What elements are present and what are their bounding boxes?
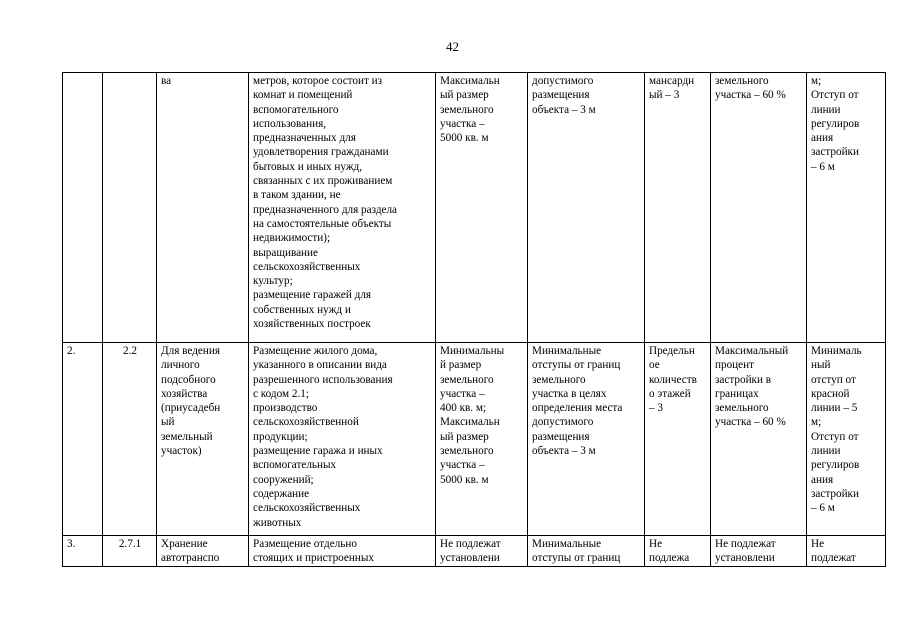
cell-line: стоящих и пристроенных: [253, 552, 374, 565]
cell-line: содержание: [253, 487, 310, 500]
cell-line: м;: [811, 75, 822, 87]
cell-line: Минимальны: [440, 345, 505, 357]
cell-line: подлежа: [649, 552, 690, 565]
cell-line: м;: [811, 416, 822, 429]
cell-line: Минимальные: [532, 345, 602, 357]
line-setback-cell: [807, 73, 886, 343]
cell-line: допустимого: [532, 416, 594, 429]
cell-line: удовлетворения гражданами: [253, 146, 389, 159]
cell-line: 400 кв. м;: [440, 402, 487, 415]
cell-line: продукции;: [253, 430, 308, 443]
cell-line: земельного: [440, 373, 494, 386]
cell-line: Не подлежат: [715, 538, 776, 550]
cell-line: о этажей: [649, 387, 691, 400]
cell-line: участка –: [440, 387, 485, 400]
cell-line: границах: [715, 387, 759, 400]
description-cell: [249, 536, 436, 567]
cell-line: предназначенного для раздела: [253, 203, 398, 216]
cell-line: отступы от границ: [532, 359, 621, 372]
page-number: 42: [446, 39, 459, 54]
cell-line: процент: [715, 359, 755, 372]
cell-line: с кодом 2.1;: [253, 387, 309, 400]
cell-line: 2.: [67, 345, 76, 357]
cell-line: комнат и помещений: [253, 89, 353, 102]
cell-line: участка – 60 %: [715, 416, 786, 429]
cell-line: – 6 м: [811, 502, 835, 515]
cell-line: мансардн: [649, 75, 695, 87]
coverage-cell: [711, 343, 807, 536]
cell-line: использования,: [253, 117, 327, 130]
cell-line: ва: [161, 75, 172, 87]
cell-line: участка –: [440, 117, 485, 130]
cell-line: предназначенных для: [253, 132, 356, 145]
cell-line: Максимальн: [440, 416, 500, 429]
cell-line: размещение гаража и иных: [253, 445, 383, 458]
line-setback-cell: [807, 343, 886, 536]
cell-line: застройки: [811, 146, 859, 159]
cell-line: установлени: [715, 552, 775, 565]
plot-size-cell: [436, 343, 528, 536]
cell-line: линии: [811, 445, 841, 458]
cell-line: допустимого: [532, 75, 594, 87]
cell-line: земельного: [532, 373, 586, 386]
cell-line: Максимальный: [715, 345, 789, 357]
cell-line: ый – 3: [649, 89, 680, 102]
cell-line: Минималь: [811, 345, 862, 357]
cell-line: 5000 кв. м: [440, 132, 489, 145]
cell-line: указанного в описании вида: [253, 359, 387, 372]
cell-line: земельного: [440, 103, 494, 116]
plot-size-cell: [436, 536, 528, 567]
cell-line: 2.7.1: [118, 538, 142, 550]
code-cell: [103, 343, 157, 536]
cell-line: Размещение отдельно: [253, 538, 357, 550]
cell-line: хозяйства: [161, 387, 208, 400]
cell-line: участка –: [440, 459, 485, 472]
cell-line: Отступ от: [811, 89, 859, 102]
cell-line: бытовых и иных нужд,: [253, 160, 363, 173]
cell-line: недвижимости);: [253, 232, 331, 245]
cell-line: сельскохозяйственных: [253, 260, 361, 273]
cell-line: ный: [811, 359, 831, 372]
cell-line: собственных нужд и: [253, 303, 351, 316]
cell-line: отступ от: [811, 373, 856, 386]
row-number-cell: [63, 536, 103, 567]
cell-line: вспомогательных: [253, 459, 337, 472]
cell-line: ый размер: [440, 89, 489, 102]
cell-line: регулиров: [811, 459, 860, 472]
cell-line: застройки в: [715, 373, 772, 386]
cell-line: производство: [253, 402, 318, 415]
cell-line: ый размер: [440, 430, 489, 443]
cell-line: ания: [811, 132, 834, 145]
use-name-cell: [157, 536, 249, 567]
cell-line: личного: [161, 359, 200, 372]
cell-line: – 3: [649, 402, 663, 415]
regulations-table: [62, 72, 886, 567]
coverage-cell: [711, 536, 807, 567]
cell-line: земельного: [440, 445, 494, 458]
use-name-cell: [157, 343, 249, 536]
code-cell: [103, 536, 157, 567]
table-row: [63, 73, 886, 343]
cell-line: на самостоятельные объекты: [253, 217, 392, 230]
cell-line: автотранспо: [161, 552, 220, 565]
cell-line: участок): [161, 445, 202, 458]
cell-line: земельный: [161, 430, 213, 443]
use-name-cell: [157, 73, 249, 343]
floors-cell: [645, 343, 711, 536]
cell-line: ый: [161, 416, 175, 429]
cell-line: подлежат: [811, 552, 856, 565]
cell-line: разрешенного использования: [253, 373, 393, 386]
cell-line: 2.2: [123, 345, 137, 357]
cell-line: Не: [649, 538, 663, 550]
row-number-cell: [63, 73, 103, 343]
cell-line: ания: [811, 473, 834, 486]
cell-line: подсобного: [161, 373, 216, 386]
cell-line: земельного: [715, 402, 769, 415]
table-row: [63, 343, 886, 536]
cell-line: определения места: [532, 402, 623, 415]
cell-line: Минимальные: [532, 538, 602, 550]
cell-line: Не: [811, 538, 825, 550]
plot-size-cell: [436, 73, 528, 343]
cell-line: объекта – 3 м: [532, 103, 596, 116]
setbacks-cell: [528, 536, 645, 567]
cell-line: 5000 кв. м: [440, 473, 489, 486]
cell-line: й размер: [440, 359, 482, 372]
cell-line: – 6 м: [811, 160, 835, 173]
cell-line: количеств: [649, 373, 697, 386]
cell-line: Хранение: [161, 538, 208, 550]
cell-line: Отступ от: [811, 430, 859, 443]
cell-line: участка – 60 %: [715, 89, 786, 102]
cell-line: культур;: [253, 275, 293, 288]
cell-line: 3.: [67, 538, 76, 550]
cell-line: красной: [811, 387, 850, 400]
code-cell: [103, 73, 157, 343]
cell-line: участка в целях: [532, 387, 607, 400]
cell-line: Не подлежат: [440, 538, 501, 550]
cell-line: связанных с их проживанием: [253, 175, 393, 188]
cell-line: Для ведения: [161, 345, 220, 357]
cell-line: вспомогательного: [253, 103, 339, 116]
cell-line: земельного: [715, 75, 769, 87]
cell-line: животных: [253, 516, 302, 529]
floors-cell: [645, 536, 711, 567]
cell-line: Максимальн: [440, 75, 500, 87]
cell-line: размещения: [532, 89, 590, 102]
cell-line: (приусадебн: [161, 402, 221, 415]
cell-line: линии: [811, 103, 841, 116]
cell-line: отступы от границ: [532, 552, 621, 565]
cell-line: размещение гаражей для: [253, 289, 372, 302]
cell-line: размещения: [532, 430, 590, 443]
cell-line: хозяйственных построек: [253, 318, 371, 331]
setbacks-cell: [528, 73, 645, 343]
cell-line: в таком здании, не: [253, 189, 341, 202]
coverage-cell: [711, 73, 807, 343]
floors-cell: [645, 73, 711, 343]
cell-line: Размещение жилого дома,: [253, 345, 378, 357]
cell-line: сооружений;: [253, 473, 314, 486]
row-number-cell: [63, 343, 103, 536]
table-row: [63, 536, 886, 567]
cell-line: ое: [649, 359, 660, 372]
cell-line: объекта – 3 м: [532, 445, 596, 458]
cell-line: метров, которое состоит из: [253, 75, 383, 87]
cell-line: линии – 5: [811, 402, 858, 415]
setbacks-cell: [528, 343, 645, 536]
cell-line: сельскохозяйственной: [253, 416, 359, 429]
cell-line: выращивание: [253, 246, 318, 259]
cell-line: Предельн: [649, 345, 695, 357]
cell-line: регулиров: [811, 117, 860, 130]
cell-line: застройки: [811, 487, 859, 500]
description-cell: [249, 343, 436, 536]
cell-line: установлени: [440, 552, 500, 565]
cell-line: сельскохозяйственных: [253, 502, 361, 515]
line-setback-cell: [807, 536, 886, 567]
description-cell: [249, 73, 436, 343]
